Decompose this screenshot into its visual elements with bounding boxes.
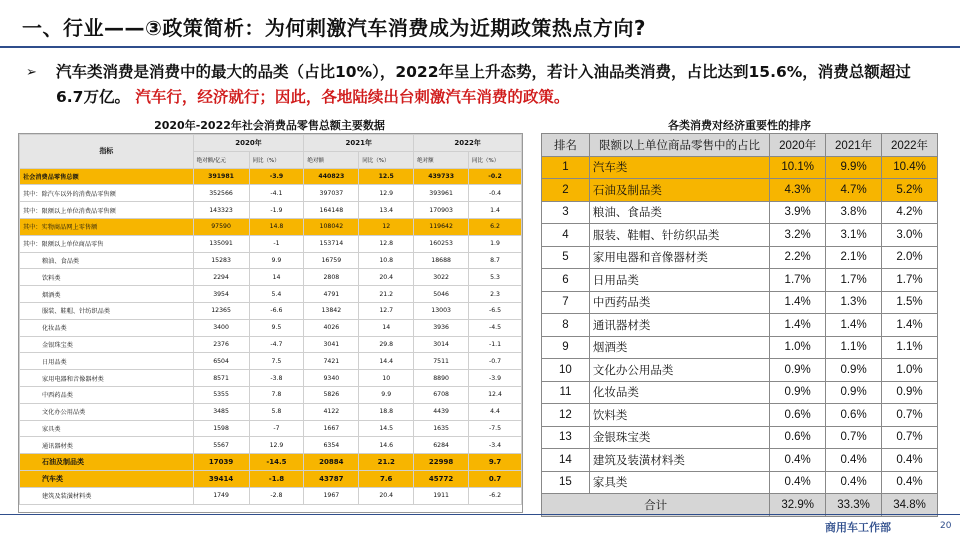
- table-row: [20, 487, 522, 504]
- share-cell: 0.9%: [882, 381, 938, 404]
- share-cell: 0.4%: [770, 471, 826, 494]
- subheader: 同比（%）: [249, 151, 304, 168]
- cell-value: 14.8: [249, 218, 304, 235]
- rank-cell: 14: [542, 449, 590, 472]
- rank-cell: 12: [542, 404, 590, 427]
- cell-value: 2.3: [469, 286, 522, 303]
- category-cell: 建筑及装潢材料类: [589, 449, 769, 472]
- share-cell: 1.4%: [770, 314, 826, 337]
- row-label: 社会消费品零售总额: [20, 168, 194, 185]
- cell-value: 14.6: [359, 437, 414, 454]
- cell-value: 13842: [304, 302, 359, 319]
- cell-value: 9.9: [359, 386, 414, 403]
- cell-value: 6354: [304, 437, 359, 454]
- rank-cell: 6: [542, 269, 590, 292]
- cell-value: 45772: [414, 470, 469, 487]
- rank-cell: 2: [542, 179, 590, 202]
- cell-value: 4439: [414, 403, 469, 420]
- category-cell: 汽车类: [589, 156, 769, 179]
- ranking-row: [542, 269, 938, 292]
- table-row: [20, 370, 522, 387]
- share-cell: 1.1%: [826, 336, 882, 359]
- cell-value: 3014: [414, 336, 469, 353]
- share-cell: 1.4%: [826, 314, 882, 337]
- cell-value: 7.6: [359, 470, 414, 487]
- cell-value: -7: [249, 420, 304, 437]
- header-2020: 2020年: [770, 134, 826, 157]
- cell-value: 4122: [304, 403, 359, 420]
- cell-value: 143323: [193, 202, 249, 219]
- cell-value: 5.4: [249, 286, 304, 303]
- ranking-row: [542, 224, 938, 247]
- ranking-row: [542, 291, 938, 314]
- cell-value: 6504: [193, 353, 249, 370]
- cell-value: -0.7: [469, 353, 522, 370]
- cell-value: 135091: [193, 235, 249, 252]
- share-cell: 0.9%: [826, 381, 882, 404]
- cell-value: 13003: [414, 302, 469, 319]
- left-table-year-header: [20, 135, 522, 152]
- cell-value: 397037: [304, 185, 359, 202]
- share-cell: 1.7%: [882, 269, 938, 292]
- cell-value: 0.7: [469, 470, 522, 487]
- category-cell: 饮料类: [589, 404, 769, 427]
- row-label: 其中：限额以上单位消费品零售额: [20, 202, 194, 219]
- share-cell: 0.6%: [770, 404, 826, 427]
- category-cell: 文化办公用品类: [589, 359, 769, 382]
- cell-value: -1.8: [249, 470, 304, 487]
- table-row: [20, 437, 522, 454]
- cell-value: 6.2: [469, 218, 522, 235]
- cell-value: 3041: [304, 336, 359, 353]
- share-cell: 3.0%: [882, 224, 938, 247]
- cell-value: -3.9: [469, 370, 522, 387]
- cell-value: 3936: [414, 319, 469, 336]
- ranking-row: [542, 471, 938, 494]
- ranking-row: [542, 336, 938, 359]
- cell-value: -3.8: [249, 370, 304, 387]
- share-cell: 2.0%: [882, 246, 938, 269]
- cell-value: 9340: [304, 370, 359, 387]
- row-label: 金银珠宝类: [20, 336, 194, 353]
- share-cell: 1.3%: [826, 291, 882, 314]
- rank-cell: 1: [542, 156, 590, 179]
- cell-value: 4026: [304, 319, 359, 336]
- cell-value: 1667: [304, 420, 359, 437]
- subheader: 同比（%）: [359, 151, 414, 168]
- cell-value: 10: [359, 370, 414, 387]
- cell-value: 18688: [414, 252, 469, 269]
- cell-value: -0.2: [469, 168, 522, 185]
- cell-value: 9.9: [249, 252, 304, 269]
- table-row: [20, 252, 522, 269]
- table-row: [20, 218, 522, 235]
- share-cell: 9.9%: [826, 156, 882, 179]
- ranking-row: [542, 314, 938, 337]
- right-table-caption: 各类消费对经济重要性的排序: [668, 119, 811, 132]
- category-cell: 家具类: [589, 471, 769, 494]
- category-cell: 粮油、食品类: [589, 201, 769, 224]
- row-label: 烟酒类: [20, 286, 194, 303]
- row-label: 服装、鞋帽、针纺织品类: [20, 302, 194, 319]
- share-cell: 1.4%: [882, 314, 938, 337]
- cell-value: 18.8: [359, 403, 414, 420]
- category-cell: 金银珠宝类: [589, 426, 769, 449]
- cell-value: 14: [249, 269, 304, 286]
- share-cell: 3.8%: [826, 201, 882, 224]
- cell-value: 1749: [193, 487, 249, 504]
- row-label: 汽车类: [20, 470, 194, 487]
- cell-value: 15283: [193, 252, 249, 269]
- category-cell: 化妆品类: [589, 381, 769, 404]
- cell-value: 14.4: [359, 353, 414, 370]
- subheader: 同比（%）: [469, 151, 522, 168]
- share-cell: 1.0%: [770, 336, 826, 359]
- cell-value: 12.9: [249, 437, 304, 454]
- category-cell: 服装、鞋帽、针纺织品类: [589, 224, 769, 247]
- total-value: 33.3%: [826, 494, 882, 517]
- cell-value: -1.9: [249, 202, 304, 219]
- row-label: 石油及制品类: [20, 454, 194, 471]
- header-category: 限额以上单位商品零售中的占比: [589, 134, 769, 157]
- cell-value: 1635: [414, 420, 469, 437]
- share-cell: 4.2%: [882, 201, 938, 224]
- ranking-row: [542, 381, 938, 404]
- cell-value: 12.7: [359, 302, 414, 319]
- cell-value: 16759: [304, 252, 359, 269]
- ranking-row: [542, 179, 938, 202]
- table-row: [20, 454, 522, 471]
- share-cell: 0.6%: [826, 404, 882, 427]
- table-row: [20, 185, 522, 202]
- share-cell: 5.2%: [882, 179, 938, 202]
- share-cell: 1.0%: [882, 359, 938, 382]
- summary-bullet: [26, 60, 936, 110]
- year-header-2021: 2021年: [304, 135, 414, 152]
- cell-value: 12.5: [359, 168, 414, 185]
- cell-value: 440823: [304, 168, 359, 185]
- cell-value: 7421: [304, 353, 359, 370]
- cell-value: 12.8: [359, 235, 414, 252]
- rank-cell: 4: [542, 224, 590, 247]
- cell-value: 3954: [193, 286, 249, 303]
- rank-cell: 11: [542, 381, 590, 404]
- cell-value: -4.1: [249, 185, 304, 202]
- share-cell: 1.7%: [770, 269, 826, 292]
- cell-value: 8890: [414, 370, 469, 387]
- cell-value: 1967: [304, 487, 359, 504]
- share-cell: 0.6%: [770, 426, 826, 449]
- cell-value: -14.5: [249, 454, 304, 471]
- cell-value: -3.4: [469, 437, 522, 454]
- cell-value: 153714: [304, 235, 359, 252]
- total-row: [542, 494, 938, 517]
- cell-value: -0.4: [469, 185, 522, 202]
- cell-value: -4.7: [249, 336, 304, 353]
- department-label: 商用车工作部: [825, 521, 891, 534]
- cell-value: 1598: [193, 420, 249, 437]
- retail-sales-table: [18, 133, 523, 513]
- share-cell: 10.4%: [882, 156, 938, 179]
- cell-value: 6708: [414, 386, 469, 403]
- cell-value: 439733: [414, 168, 469, 185]
- share-cell: 10.1%: [770, 156, 826, 179]
- cell-value: 1.9: [469, 235, 522, 252]
- row-label: 通讯器材类: [20, 437, 194, 454]
- summary-red-text: 汽车行，经济就行；因此，各地陆续出台刺激汽车消费的政策。: [135, 88, 570, 106]
- table-row: [20, 269, 522, 286]
- page-title: 一、行业——③政策简析：为何刺激汽车消费成为近期政策热点方向?: [22, 16, 647, 40]
- cell-value: -6.2: [469, 487, 522, 504]
- ranking-row: [542, 156, 938, 179]
- cell-value: 5826: [304, 386, 359, 403]
- cell-value: 20.4: [359, 487, 414, 504]
- ranking-row: [542, 404, 938, 427]
- rank-cell: 10: [542, 359, 590, 382]
- row-label: 文化办公用品类: [20, 403, 194, 420]
- share-cell: 0.7%: [882, 404, 938, 427]
- row-label: 粮油、食品类: [20, 252, 194, 269]
- right-table-header: [542, 134, 938, 157]
- cell-value: 12365: [193, 302, 249, 319]
- table-row: [20, 386, 522, 403]
- share-cell: 0.9%: [770, 359, 826, 382]
- cell-value: 5355: [193, 386, 249, 403]
- category-cell: 中西药品类: [589, 291, 769, 314]
- summary-text: [56, 60, 936, 110]
- cell-value: 5046: [414, 286, 469, 303]
- row-label: 化妆品类: [20, 319, 194, 336]
- ranking-row: [542, 201, 938, 224]
- share-cell: 2.1%: [826, 246, 882, 269]
- cell-value: 3400: [193, 319, 249, 336]
- category-cell: 家用电器和音像器材类: [589, 246, 769, 269]
- rank-cell: 5: [542, 246, 590, 269]
- table-row: [20, 302, 522, 319]
- cell-value: -2.8: [249, 487, 304, 504]
- cell-value: 3485: [193, 403, 249, 420]
- cell-value: -3.9: [249, 168, 304, 185]
- cell-value: 20.4: [359, 269, 414, 286]
- cell-value: 6284: [414, 437, 469, 454]
- cell-value: 1.4: [469, 202, 522, 219]
- share-cell: 1.4%: [770, 291, 826, 314]
- summary-black-text: 汽车类消费是消费中的最大的品类（占比10%），2022年呈上升态势，若计入油品类消费，占比达到15.6%，消费总额超过6.7万亿。: [56, 63, 911, 106]
- total-label: 合计: [542, 494, 770, 517]
- left-table-caption: 2020年-2022年社会消费品零售总额主要数据: [154, 119, 385, 132]
- cell-value: 5567: [193, 437, 249, 454]
- total-value: 32.9%: [770, 494, 826, 517]
- cell-value: 2376: [193, 336, 249, 353]
- page-number: 20: [940, 521, 952, 531]
- row-label: 家用电器和音像器材类: [20, 370, 194, 387]
- cell-value: 4.4: [469, 403, 522, 420]
- left-table-header-label: 指标: [20, 135, 194, 169]
- share-cell: 0.4%: [882, 449, 938, 472]
- cell-value: 21.2: [359, 454, 414, 471]
- cell-value: 8.7: [469, 252, 522, 269]
- category-cell: 通讯器材类: [589, 314, 769, 337]
- year-header-2022: 2022年: [414, 135, 522, 152]
- cell-value: -7.5: [469, 420, 522, 437]
- cell-value: 2294: [193, 269, 249, 286]
- table-row: [20, 336, 522, 353]
- ranking-row: [542, 449, 938, 472]
- cell-value: -6.6: [249, 302, 304, 319]
- share-cell: 0.7%: [882, 426, 938, 449]
- table-row: [20, 286, 522, 303]
- cell-value: 7511: [414, 353, 469, 370]
- share-cell: 1.1%: [882, 336, 938, 359]
- cell-value: 12.4: [469, 386, 522, 403]
- cell-value: 39414: [193, 470, 249, 487]
- cell-value: 164148: [304, 202, 359, 219]
- cell-value: 391981: [193, 168, 249, 185]
- subheader: 绝对额: [414, 151, 469, 168]
- cell-value: 352566: [193, 185, 249, 202]
- table-row: [20, 202, 522, 219]
- share-cell: 4.3%: [770, 179, 826, 202]
- rank-cell: 7: [542, 291, 590, 314]
- cell-value: 5.8: [249, 403, 304, 420]
- rank-cell: 8: [542, 314, 590, 337]
- cell-value: 21.2: [359, 286, 414, 303]
- cell-value: 10.8: [359, 252, 414, 269]
- row-label: 其中：实物商品网上零售额: [20, 218, 194, 235]
- share-cell: 0.4%: [826, 449, 882, 472]
- cell-value: -1.1: [469, 336, 522, 353]
- cell-value: 22998: [414, 454, 469, 471]
- cell-value: 9.7: [469, 454, 522, 471]
- row-label: 家具类: [20, 420, 194, 437]
- header-2021: 2021年: [826, 134, 882, 157]
- cell-value: -6.5: [469, 302, 522, 319]
- cell-value: 5.3: [469, 269, 522, 286]
- row-label: 其中：限额以上单位商品零售: [20, 235, 194, 252]
- row-label: 日用品类: [20, 353, 194, 370]
- table-row: [20, 235, 522, 252]
- share-cell: 0.4%: [826, 471, 882, 494]
- ranking-row: [542, 426, 938, 449]
- header-2022: 2022年: [882, 134, 938, 157]
- share-cell: 0.9%: [826, 359, 882, 382]
- cell-value: 20884: [304, 454, 359, 471]
- row-label: 其中：除汽车以外的消费品零售额: [20, 185, 194, 202]
- share-cell: 1.5%: [882, 291, 938, 314]
- title-divider: [0, 46, 960, 48]
- header-rank: 排名: [542, 134, 590, 157]
- cell-value: 13.4: [359, 202, 414, 219]
- cell-value: 1911: [414, 487, 469, 504]
- share-cell: 3.1%: [826, 224, 882, 247]
- ranking-row: [542, 359, 938, 382]
- consumption-ranking-table: [541, 133, 938, 517]
- category-cell: 石油及制品类: [589, 179, 769, 202]
- cell-value: 43787: [304, 470, 359, 487]
- share-cell: 4.7%: [826, 179, 882, 202]
- table-row: [20, 420, 522, 437]
- row-label: 饮料类: [20, 269, 194, 286]
- cell-value: 2808: [304, 269, 359, 286]
- share-cell: 3.2%: [770, 224, 826, 247]
- subheader: 绝对额/亿元: [193, 151, 249, 168]
- cell-value: 97590: [193, 218, 249, 235]
- cell-value: 4791: [304, 286, 359, 303]
- share-cell: 0.4%: [770, 449, 826, 472]
- share-cell: 0.9%: [770, 381, 826, 404]
- cell-value: 8571: [193, 370, 249, 387]
- cell-value: 160253: [414, 235, 469, 252]
- cell-value: 393961: [414, 185, 469, 202]
- share-cell: 3.9%: [770, 201, 826, 224]
- cell-value: 7.5: [249, 353, 304, 370]
- cell-value: -1: [249, 235, 304, 252]
- year-header-2020: 2020年: [193, 135, 304, 152]
- row-label: 建筑及装潢材料类: [20, 487, 194, 504]
- cell-value: 170903: [414, 202, 469, 219]
- table-row: [20, 470, 522, 487]
- rank-cell: 3: [542, 201, 590, 224]
- rank-cell: 15: [542, 471, 590, 494]
- cell-value: 108042: [304, 218, 359, 235]
- share-cell: 0.7%: [826, 426, 882, 449]
- cell-value: -4.5: [469, 319, 522, 336]
- share-cell: 2.2%: [770, 246, 826, 269]
- subheader: 绝对额: [304, 151, 359, 168]
- share-cell: 0.4%: [882, 471, 938, 494]
- cell-value: 12: [359, 218, 414, 235]
- ranking-row: [542, 246, 938, 269]
- category-cell: 烟酒类: [589, 336, 769, 359]
- arrow-bullet-icon: ➢: [26, 65, 37, 80]
- rank-cell: 9: [542, 336, 590, 359]
- table-row: [20, 353, 522, 370]
- footer-divider: [0, 514, 960, 515]
- rank-cell: 13: [542, 426, 590, 449]
- cell-value: 17039: [193, 454, 249, 471]
- cell-value: 14: [359, 319, 414, 336]
- table-row: [20, 168, 522, 185]
- cell-value: 3022: [414, 269, 469, 286]
- cell-value: 12.9: [359, 185, 414, 202]
- cell-value: 7.8: [249, 386, 304, 403]
- cell-value: 9.5: [249, 319, 304, 336]
- category-cell: 日用品类: [589, 269, 769, 292]
- cell-value: 14.5: [359, 420, 414, 437]
- table-row: [20, 319, 522, 336]
- row-label: 中西药品类: [20, 386, 194, 403]
- cell-value: 29.8: [359, 336, 414, 353]
- cell-value: 119642: [414, 218, 469, 235]
- share-cell: 1.7%: [826, 269, 882, 292]
- total-value: 34.8%: [882, 494, 938, 517]
- table-row: [20, 403, 522, 420]
